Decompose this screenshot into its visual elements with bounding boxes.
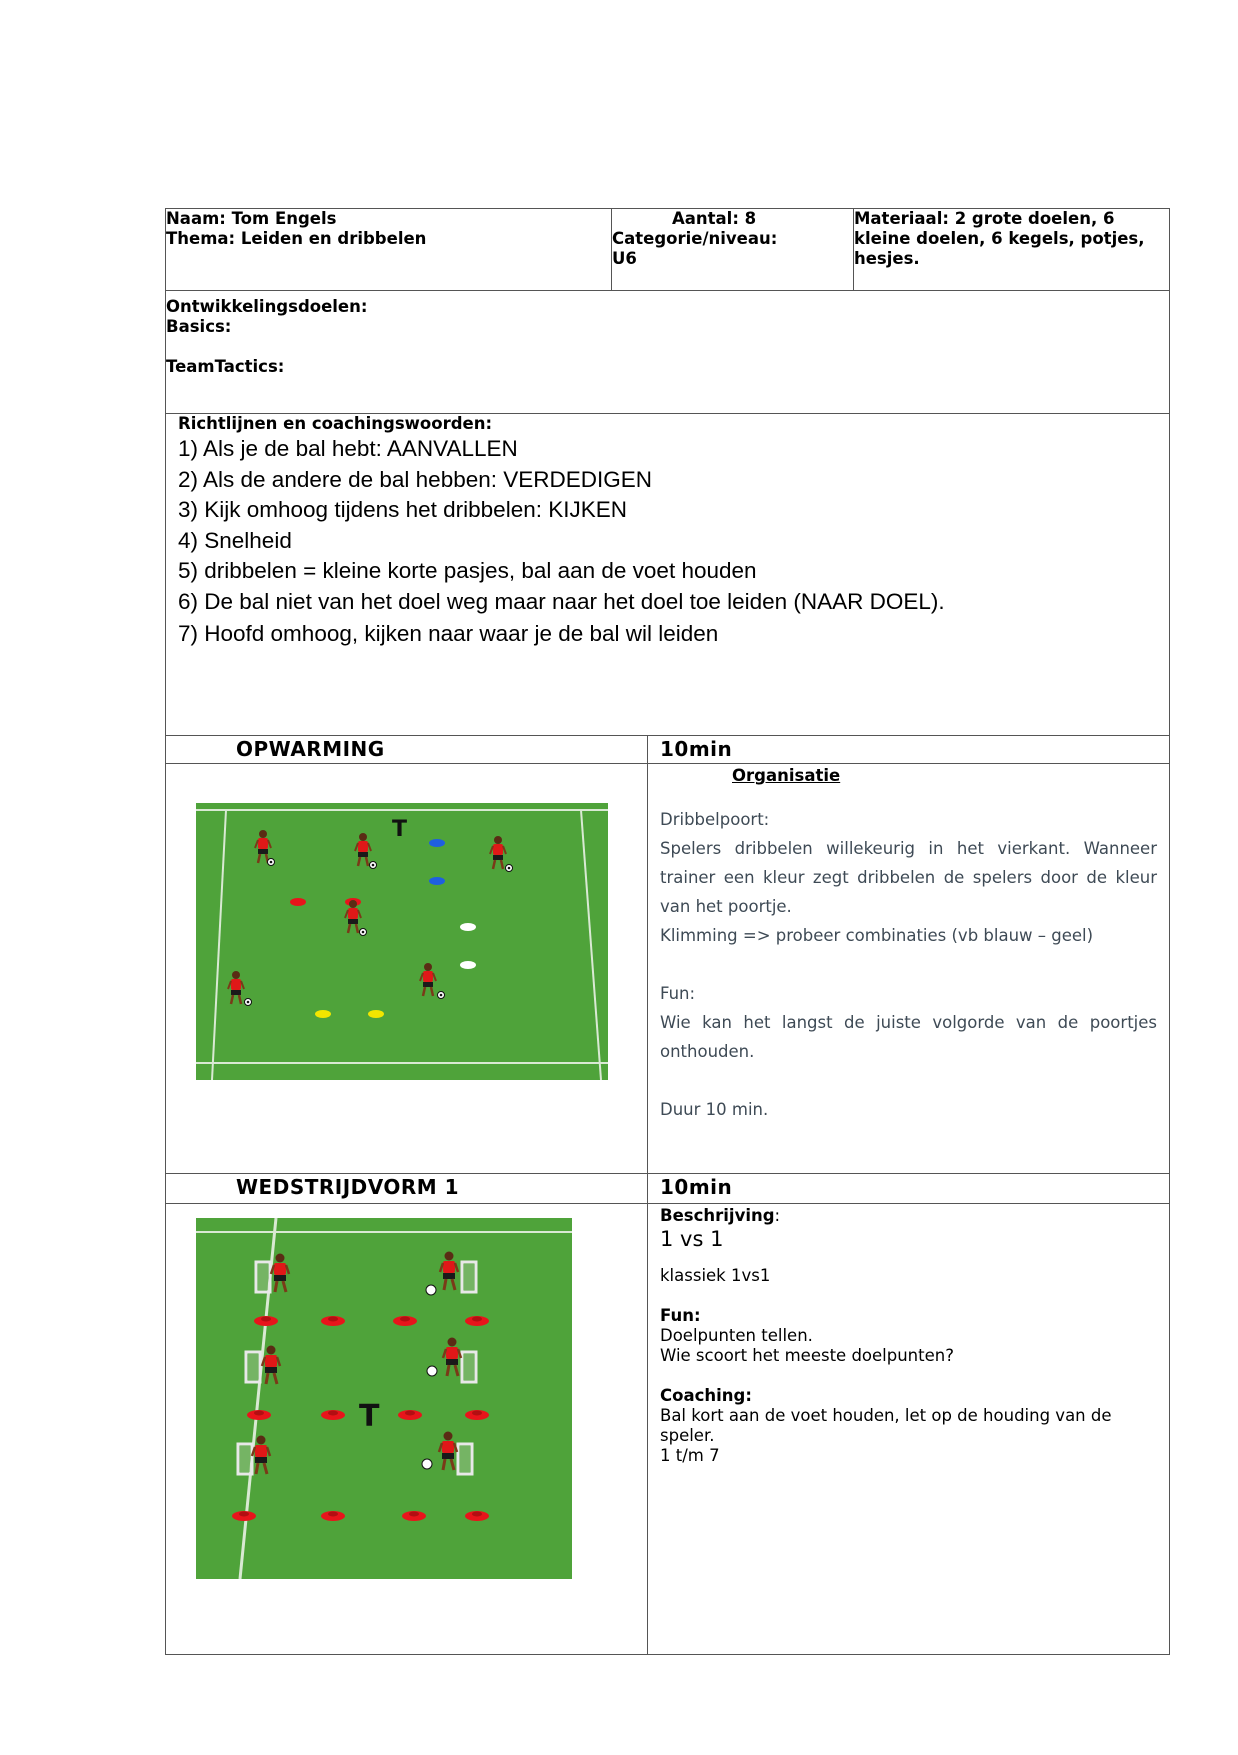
- wedstrijd-title: WEDSTRIJDVORM 1: [166, 1174, 648, 1204]
- naam-label: Naam: Tom Engels: [166, 209, 337, 228]
- beschrijving-colon: :: [774, 1206, 781, 1225]
- small-goal: [462, 1262, 476, 1292]
- thema-label: Thema: Leiden en dribbelen: [166, 229, 427, 248]
- format-label: 1 vs 1: [660, 1227, 724, 1251]
- richtlijn-item: 2) Als de andere de bal hebben: VERDEDIGEN: [178, 466, 653, 492]
- richtlijnen-title: Richtlijnen en coachingswoorden:: [178, 414, 493, 433]
- coaching-label: Coaching:: [660, 1386, 752, 1405]
- doelen-cell: [166, 291, 1170, 414]
- org-line: Klimming => probeer combinaties (vb blauw – geel): [660, 926, 1094, 945]
- red-cone: [465, 1410, 489, 1420]
- wedstrijd-pitch-diagram: [196, 1218, 572, 1579]
- small-goal: [462, 1352, 476, 1382]
- pitch-surface: [196, 803, 608, 1080]
- org-line: Fun:: [660, 984, 696, 1003]
- opwarming-pitch-diagram: [196, 803, 608, 1080]
- pitch-surface: [196, 1218, 572, 1579]
- white-cone: [460, 923, 476, 931]
- richtlijn-item: 1) Als je de bal hebt: AANVALLEN: [178, 436, 518, 461]
- naam-thema-cell: [166, 209, 612, 291]
- aantal-label: Aantal: 8: [672, 209, 757, 228]
- red-cone: [321, 1511, 345, 1521]
- beschrijving-label: Beschrijving: [660, 1206, 775, 1225]
- red-cone: [465, 1511, 489, 1521]
- wedstrijd-text-cell: [648, 1204, 1170, 1655]
- richtlijnen-cell: [166, 414, 1170, 736]
- red-cone: [232, 1511, 256, 1521]
- teamtactics-label: TeamTactics:: [166, 357, 285, 376]
- ball: [370, 862, 377, 869]
- fun-label: Fun:: [660, 1306, 701, 1325]
- red-cone: [254, 1316, 278, 1326]
- yellow-cone: [315, 1010, 331, 1018]
- org-line: Dribbelpoort:: [660, 810, 770, 829]
- fun-line: Doelpunten tellen.: [660, 1326, 813, 1345]
- yellow-cone: [368, 1010, 384, 1018]
- richtlijn-item: 3) Kijk omhoog tijdens het dribbelen: KIJKEN: [178, 497, 627, 522]
- ball: [438, 992, 445, 999]
- doelen-title: Ontwikkelingsdoelen:: [166, 297, 368, 316]
- aantal-cell: [612, 209, 854, 291]
- klassiek-label: klassiek 1vs1: [660, 1266, 771, 1285]
- coaching-line: 1 t/m 7: [660, 1446, 720, 1465]
- opwarming-text-cell: [648, 764, 1170, 1174]
- blue-cone: [429, 877, 445, 885]
- ball: [245, 999, 252, 1006]
- red-cone: [402, 1511, 426, 1521]
- org-line: Duur 10 min.: [660, 1100, 769, 1119]
- blue-cone: [429, 839, 445, 847]
- white-cone: [460, 961, 476, 969]
- richtlijn-item: 5) dribbelen = kleine korte pasjes, bal aan de voet houden: [178, 558, 757, 583]
- organisatie-title: Organisatie: [732, 766, 841, 785]
- small-goal: [256, 1262, 270, 1292]
- materiaal-label: Materiaal: 2 grote doelen, 6 kleine doelen, 6 kegels, potjes, hesjes.: [854, 209, 1145, 268]
- small-goal: [246, 1352, 260, 1382]
- org-line: [660, 1066, 1157, 1095]
- categorie-value: U6: [612, 249, 637, 268]
- ball: [360, 929, 367, 936]
- opwarming-title: OPWARMING: [166, 736, 648, 764]
- richtlijn-item: 6) De bal niet van het doel weg maar naar het doel toe leiden (NAAR DOEL).: [178, 588, 945, 614]
- ball: [427, 1366, 437, 1376]
- materiaal-cell: [854, 209, 1170, 291]
- opwarming-duration: 10min: [648, 736, 1170, 764]
- ball: [426, 1285, 436, 1295]
- org-line: Spelers dribbelen willekeurig in het vierkant. Wanneer trainer een kleur zegt dribbelen de spelers door de kleur van het poortje.: [660, 839, 1157, 916]
- red-cone: [393, 1316, 417, 1326]
- richtlijn-item: 7) Hoofd omhoog, kijken naar waar je de bal wil leiden: [178, 621, 719, 646]
- trainer-marker: T: [392, 817, 408, 842]
- small-goal: [458, 1444, 472, 1474]
- coaching-line: Bal kort aan de voet houden, let op de houding van de speler.: [660, 1406, 1112, 1445]
- red-cone: [321, 1410, 345, 1420]
- org-line: Wie kan het langst de juiste volgorde van de poortjes onthouden.: [660, 1013, 1157, 1061]
- basics-label: Basics:: [166, 317, 232, 336]
- red-cone: [290, 898, 306, 906]
- red-cone: [398, 1410, 422, 1420]
- categorie-label: Categorie/niveau:: [612, 229, 778, 248]
- org-line: [660, 950, 1157, 979]
- richtlijn-item: 4) Snelheid: [178, 527, 292, 553]
- red-cone: [465, 1316, 489, 1326]
- ball: [506, 865, 513, 872]
- small-goal: [238, 1444, 252, 1474]
- ball: [422, 1459, 432, 1469]
- red-cone: [321, 1316, 345, 1326]
- fun-line: Wie scoort het meeste doelpunten?: [660, 1346, 954, 1365]
- wedstrijd-duration: 10min: [648, 1174, 1170, 1204]
- ball: [268, 859, 275, 866]
- red-cone: [247, 1410, 271, 1420]
- trainer-marker: T: [359, 1399, 380, 1434]
